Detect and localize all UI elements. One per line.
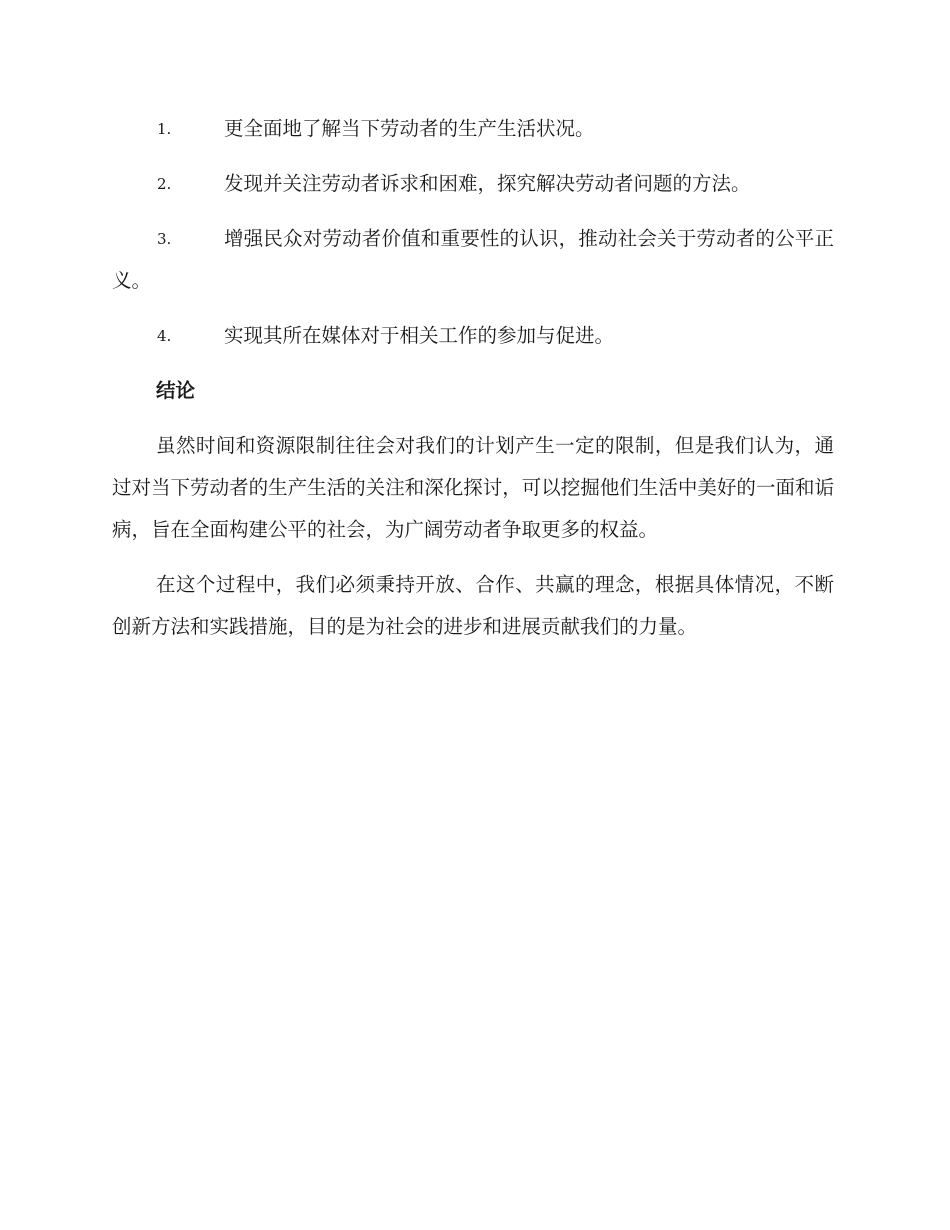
list-number: 1. (157, 120, 172, 138)
list-number: 2. (157, 175, 172, 193)
list-item-text: 增强民众对劳动者价值和重要性的认识，推动社会关于劳动者的公平正义。 (112, 227, 834, 292)
paragraph: 虽然时间和资源限制往往会对我们的计划产生一定的限制，但是我们认为，通过对当下劳动者的生产生活的关注和深化探讨，可以挖掘他们生活中美好的一面和诟病，旨在全面构建公平的社会，为广阔劳动者争取更多的权益。 (112, 434, 834, 541)
list-item (112, 108, 834, 150)
list-item (112, 218, 834, 302)
document-page (112, 108, 834, 661)
list-item (112, 163, 834, 205)
list-item-text: 更全面地了解当下劳动者的生产生活状况。 (224, 117, 595, 140)
list-item (112, 315, 834, 357)
list-number: 3. (157, 230, 172, 248)
list-number: 4. (157, 327, 172, 345)
section-heading: 结论 (156, 379, 196, 402)
list-item-text: 实现其所在媒体对于相关工作的参加与促进。 (224, 324, 615, 347)
list-item-text: 发现并关注劳动者诉求和困难，探究解决劳动者问题的方法。 (224, 172, 751, 195)
paragraph: 在这个过程中，我们必须秉持开放、合作、共赢的理念，根据具体情况，不断创新方法和实践措施，目的是为社会的进步和进展贡献我们的力量。 (112, 573, 834, 638)
